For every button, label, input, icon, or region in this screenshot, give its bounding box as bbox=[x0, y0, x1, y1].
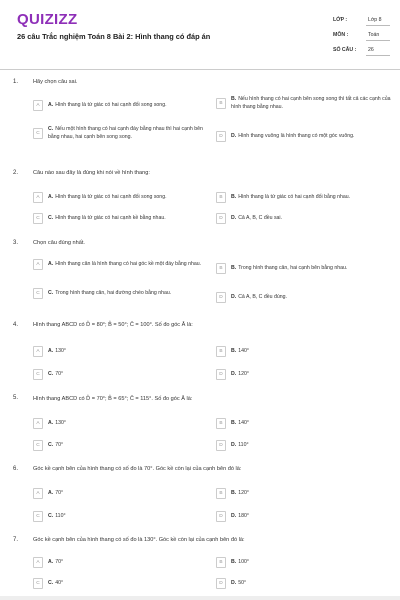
answer-option[interactable]: C C. Hình thang là tứ giác có hai cạnh kề bằng nhau. bbox=[33, 213, 211, 224]
question-text: Hình thang ABCD có D̂ = 70°; B̂ = 65°; Ĉ = 115°. Số đo góc Â là: bbox=[33, 396, 193, 402]
option-letter-box: A bbox=[33, 346, 43, 357]
option-letter-box: C bbox=[33, 578, 43, 589]
question-text: Câu nào sau đây là đúng khi nói về hình thang: bbox=[33, 170, 150, 176]
meta-underline bbox=[366, 25, 390, 26]
option-letter-box: A bbox=[33, 418, 43, 429]
answer-option[interactable]: A A. Hình thang là tứ giác có hai cạnh đối song song. bbox=[33, 192, 211, 203]
answer-option[interactable]: D D. Cả A, B, C đều sai. bbox=[216, 213, 394, 224]
quizizz-logo: QUIZIZZ bbox=[17, 11, 78, 28]
question-text: Hãy chọn câu sai. bbox=[33, 79, 78, 85]
question-number: 7. bbox=[13, 537, 19, 543]
answer-option[interactable]: B B. 140° bbox=[216, 418, 394, 429]
option-letter-box: C bbox=[33, 213, 43, 224]
option-letter-box: C bbox=[33, 128, 43, 139]
question-text: Góc kề cạnh bên của hình thang có số đo là 130°. Góc kề còn lại của cạnh bên đó là: bbox=[33, 537, 245, 543]
option-letter-box: A bbox=[33, 557, 43, 568]
meta-label-count: SỐ CÂU : bbox=[333, 47, 357, 53]
answer-option[interactable]: C C. 70° bbox=[33, 369, 211, 380]
page-header bbox=[0, 0, 400, 70]
question-number: 2. bbox=[13, 170, 19, 176]
answer-option[interactable]: D D. 120° bbox=[216, 369, 394, 380]
option-letter-box: A bbox=[33, 100, 43, 111]
option-letter-box: B bbox=[216, 192, 226, 203]
answer-option[interactable]: B B. 100° bbox=[216, 557, 394, 568]
answer-option[interactable]: C C. Nếu một hình thang có hai cạnh đáy bằng nhau thì hai cạnh bên bằng nhau, hai cạnh bên song song. bbox=[33, 126, 211, 141]
answer-option[interactable]: D D. 110° bbox=[216, 440, 394, 451]
answer-option[interactable]: A A. Hình thang là tứ giác có hai cạnh đối song song. bbox=[33, 100, 211, 111]
option-letter-box: B bbox=[216, 488, 226, 499]
option-letter-box: D bbox=[216, 511, 226, 522]
question-text: Góc kề cạnh bên của hình thang có số đo là 70°. Góc kề còn lại của cạnh bên đó là: bbox=[33, 466, 242, 472]
answer-option[interactable]: D D. 180° bbox=[216, 511, 394, 522]
option-letter-box: B bbox=[216, 98, 226, 109]
question-text: Chọn câu đúng nhất. bbox=[33, 240, 85, 246]
answer-option[interactable]: B B. Hình thang là tứ giác có hai cạnh đối bằng nhau. bbox=[216, 192, 394, 203]
answer-option[interactable]: C C. 70° bbox=[33, 440, 211, 451]
question-number: 1. bbox=[13, 79, 19, 85]
answer-option[interactable]: B B. 140° bbox=[216, 346, 394, 357]
meta-label-subject: MÔN : bbox=[333, 32, 349, 38]
question-number: 6. bbox=[13, 466, 19, 472]
answer-option[interactable]: A A. 130° bbox=[33, 418, 211, 429]
answer-option[interactable]: C C. 110° bbox=[33, 511, 211, 522]
option-letter-box: B bbox=[216, 418, 226, 429]
option-letter-box: D bbox=[216, 131, 226, 142]
option-letter-box: B bbox=[216, 346, 226, 357]
question-number: 4. bbox=[13, 322, 19, 328]
answer-option[interactable]: A A. 70° bbox=[33, 488, 211, 499]
question-text: Hình thang ABCD có D̂ = 80°; B̂ = 50°; Ĉ = 100°. Số đo góc Â là: bbox=[33, 322, 193, 328]
option-letter-box: B bbox=[216, 557, 226, 568]
meta-underline bbox=[366, 40, 390, 41]
option-letter-box: C bbox=[33, 511, 43, 522]
answer-option[interactable]: B B. Nếu hình thang có hai cạnh bên song song thì tất cả các cạnh của hình thang bằng nhau. bbox=[216, 96, 394, 111]
meta-value-count: 26 bbox=[368, 47, 374, 53]
answer-option[interactable]: A A. 70° bbox=[33, 557, 211, 568]
answer-option[interactable]: A A. 130° bbox=[33, 346, 211, 357]
answer-option[interactable]: B B. Trong hình thang cân, hai cạnh bên bằng nhau. bbox=[216, 263, 394, 274]
meta-label-grade: LỚP : bbox=[333, 17, 348, 23]
option-letter-box: C bbox=[33, 440, 43, 451]
answer-option[interactable]: A A. Hình thang cân là hình thang có hai góc kề một đáy bằng nhau. bbox=[33, 259, 211, 270]
page-bottom-edge bbox=[0, 596, 400, 600]
option-letter-box: D bbox=[216, 213, 226, 224]
option-letter-box: D bbox=[216, 440, 226, 451]
answer-option[interactable]: C C. 40° bbox=[33, 578, 211, 589]
option-letter-box: C bbox=[33, 369, 43, 380]
worksheet-title: 26 câu Trắc nghiệm Toán 8 Bài 2: Hình thang có đáp án bbox=[17, 32, 211, 41]
answer-option[interactable]: D D. 50° bbox=[216, 578, 394, 589]
option-letter-box: A bbox=[33, 488, 43, 499]
answer-option[interactable]: D D. Cả A, B, C đều đúng. bbox=[216, 292, 394, 303]
option-letter-box: A bbox=[33, 192, 43, 203]
header-divider bbox=[0, 69, 400, 70]
option-letter-box: D bbox=[216, 292, 226, 303]
option-letter-box: D bbox=[216, 578, 226, 589]
answer-option[interactable]: C C. Trong hình thang cân, hai đường chéo bằng nhau. bbox=[33, 288, 211, 299]
meta-value-grade: Lớp 8 bbox=[368, 17, 382, 23]
option-letter-box: B bbox=[216, 263, 226, 274]
meta-value-subject: Toán bbox=[368, 32, 380, 38]
option-letter-box: A bbox=[33, 259, 43, 270]
option-letter-box: D bbox=[216, 369, 226, 380]
option-letter-box: C bbox=[33, 288, 43, 299]
question-number: 5. bbox=[13, 395, 19, 401]
question-number: 3. bbox=[13, 240, 19, 246]
answer-option[interactable]: B B. 120° bbox=[216, 488, 394, 499]
answer-option[interactable]: D D. Hình thang vuông là hình thang có một góc vuông. bbox=[216, 131, 394, 142]
meta-underline bbox=[366, 55, 390, 56]
